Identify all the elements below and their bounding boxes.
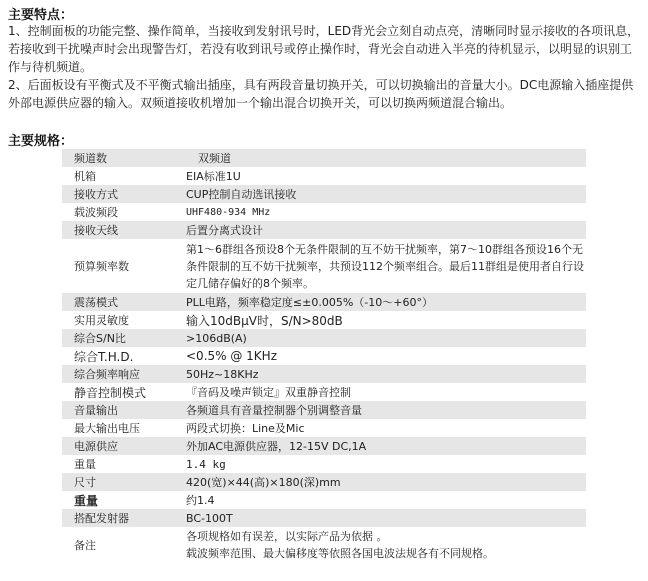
feature-paragraph-1: 1、控制面板的功能完整、操作简单，当接收到发射讯号时，LED背光会立刻自动点亮，清晰同时显示接收的各项讯息，若接收到干扰噪声时会出现警告灯，若没有收到讯号或停止操作时，背光会自动进入半亮的待机显示，以明显的识别工作与待机频道。 xyxy=(8,24,640,74)
spec-key: 震荡模式 xyxy=(62,293,184,311)
spec-key: 综合S/N比 xyxy=(62,329,184,347)
spec-key: 预算频率数 xyxy=(74,260,129,273)
spec-key: 综合频率响应 xyxy=(62,365,184,383)
spec-key: 频道数 xyxy=(62,149,184,167)
spec-value: 1.4 kg xyxy=(186,457,226,471)
spec-key: 载波频段 xyxy=(74,206,118,219)
spec-row xyxy=(62,293,586,311)
spec-value: EIA标准1U xyxy=(186,170,241,183)
spec-row xyxy=(62,509,586,527)
spec-row xyxy=(62,203,586,221)
spec-row xyxy=(62,185,586,203)
spec-key: 最大输出电压 xyxy=(74,422,140,435)
spec-key: 静音控制模式 xyxy=(74,385,147,400)
spec-value: 各项规格如有误差，以实际产品为依据 。 载波频率范围、最大偏移度等依照各国电波法规各有不同规格。 xyxy=(186,530,494,560)
spec-row xyxy=(62,167,586,185)
spec-row xyxy=(62,527,586,563)
spec-value: 各频道具有音量控制器个别调整音量 xyxy=(184,401,586,419)
spec-key: 综合T.H.D. xyxy=(74,349,134,364)
spec-value: 外加AC电源供应器，12-15V DC,1A xyxy=(184,437,586,455)
spec-row xyxy=(62,491,586,509)
spec-value: 双频道 xyxy=(184,149,586,167)
spec-key: 备注 xyxy=(74,539,96,552)
spec-value: 两段式切换：Line及Mic xyxy=(186,422,305,435)
spec-row xyxy=(62,455,586,473)
spec-row xyxy=(62,329,586,347)
spec-key: 搭配发射器 xyxy=(62,509,184,527)
features-title: 主要特点： xyxy=(8,8,74,23)
spec-key: 电源供应 xyxy=(62,437,184,455)
spec-row xyxy=(62,473,586,491)
spec-key: 接收方式 xyxy=(62,185,184,203)
spec-value: >106dB(A) xyxy=(184,329,586,347)
spec-row xyxy=(62,383,586,401)
spec-key: 机箱 xyxy=(74,170,96,183)
specs-title: 主要规格： xyxy=(8,134,74,149)
spec-value: 后置分离式设计 xyxy=(184,221,586,239)
spec-value: 『音码及噪声锁定』双重静音控制 xyxy=(186,386,351,399)
spec-key: 接收天线 xyxy=(62,221,184,239)
spec-value: 第1～6群组各预设8个无条件限制的互不妨干扰频率，第7～10群组各预设16个无条件限制的互不妨干扰频率，共预设112个频率组合。最后11群组是使用者自行设定几储存偏好的8个频率。 xyxy=(186,242,584,290)
spec-value: 50Hz~18KHz xyxy=(184,365,586,383)
spec-value: 420(宽)×44(高)×180(深)mm xyxy=(184,473,586,491)
spec-row xyxy=(62,311,586,329)
spec-key: 重量 xyxy=(74,458,96,471)
feature-paragraph-2: 2、后面板设有平衡式及不平衡式输出插座，具有两段音量切换开关，可以切换输出的音量大小。DC电源输入插座提供外部电源供应器的输入。双频道接收机增加一个输出混合切换开关，可以切换两频道混合输出。 xyxy=(8,78,634,110)
spec-row xyxy=(62,401,586,419)
spec-value: BC-100T xyxy=(184,509,586,527)
spec-table xyxy=(62,149,586,563)
spec-row xyxy=(62,437,586,455)
spec-row xyxy=(62,347,586,365)
spec-value: 约1.4 xyxy=(186,494,215,507)
spec-row xyxy=(62,221,586,239)
spec-key: 尺寸 xyxy=(62,473,184,491)
spec-value: <0.5% @ 1KHz xyxy=(186,349,277,363)
spec-row xyxy=(62,149,586,167)
spec-row xyxy=(62,365,586,383)
spec-value: PLL电路，频率稳定度≤±0.005%（-10～+60°） xyxy=(184,293,586,311)
spec-row xyxy=(62,419,586,437)
spec-key: 重量 xyxy=(74,493,99,508)
spec-value: UHF480-934 MHz xyxy=(186,206,271,218)
spec-value: 输入10dBμV时，S/N>80dB xyxy=(186,313,343,328)
spec-row xyxy=(62,239,586,293)
spec-value: CUP控制自动选讯接收 xyxy=(184,185,586,203)
spec-key: 实用灵敏度 xyxy=(74,314,129,327)
spec-key: 音量输出 xyxy=(62,401,184,419)
